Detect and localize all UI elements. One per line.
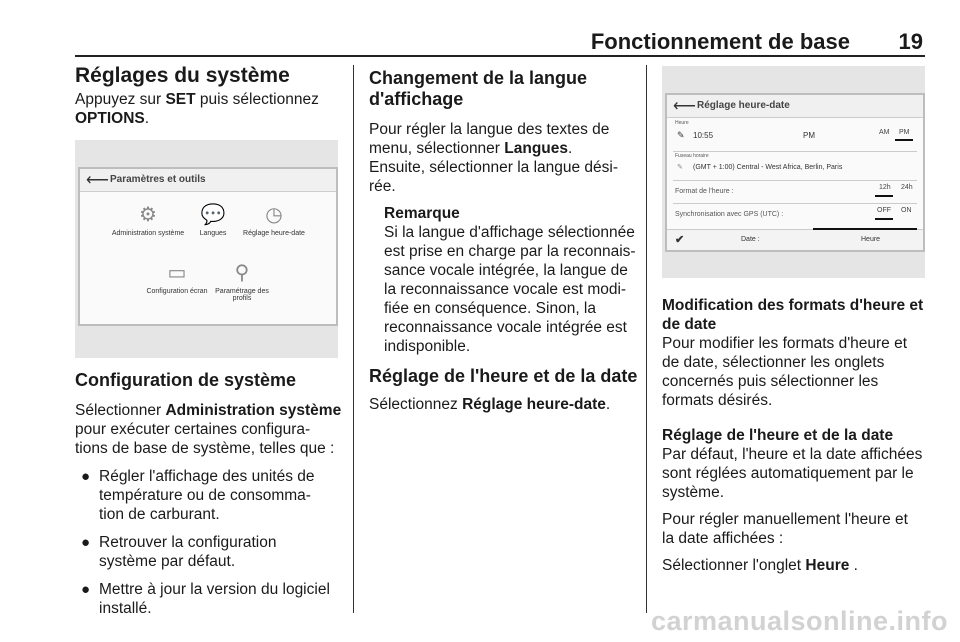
left-column-lower [75, 370, 347, 618]
check-icon: ✔ [675, 234, 685, 246]
chapter-title: Fonctionnement de base [590, 29, 850, 54]
edit-icon: ✎ [677, 164, 683, 171]
list-item: ● Mettre à jour la version du logiciel installé. [81, 581, 330, 617]
section-title: Réglages du système [75, 64, 290, 87]
note-label: Remarque [384, 205, 460, 222]
12h-selected [875, 195, 893, 197]
manual-text: Pour régler manuellement l'heure et la date affichées : [662, 511, 908, 547]
watermark: carmanualsonline.info [650, 606, 948, 636]
column-divider-left [353, 65, 354, 613]
set-time-heading: Réglage de l'heure et de la date [662, 427, 894, 444]
time-date-screenshot [662, 66, 925, 278]
tile-time-date: ◷ Réglage heure-date [238, 203, 310, 237]
time-date-text: Sélectionnez Réglage heure-date. [369, 396, 611, 413]
right-column [662, 296, 930, 575]
pencil-icon: ✎ [677, 130, 685, 140]
clock-icon: ◷ [265, 204, 283, 226]
select-tab-text: Sélectionner l'onglet Heure . [662, 557, 858, 574]
config-text: Sélectionner Administration système pour exécuter certaines configura- tions de base de système, telles que : [75, 402, 342, 457]
tile-languages: 💬 Langues [188, 203, 238, 237]
back-arrow-icon: ⟵ [673, 98, 696, 115]
gears-icon: ⚙ [139, 204, 157, 226]
config-list [75, 467, 347, 618]
screen-title: Paramètres et outils [110, 174, 206, 185]
middle-column [369, 68, 641, 414]
page-number: 19 [898, 29, 923, 54]
time-date-heading: Réglage de l'heure et de la date [369, 366, 638, 386]
heure-tab-selected [813, 228, 917, 230]
tile-display: ▭ Configuration écran [146, 262, 208, 295]
display-icon: ▭ [167, 262, 187, 284]
back-arrow-icon: ⟵ [86, 172, 109, 189]
pm-selected [895, 139, 913, 141]
off-selected [875, 218, 893, 220]
language-heading: Changement de la langue d'affichage [369, 68, 588, 109]
page-header [75, 27, 925, 57]
list-item: ● Retrouver la configuration système par défaut. [81, 534, 277, 570]
tile-profiles: ⚲ Paramétrage des profils [206, 261, 278, 302]
format-row: Format de l'heure : 12h 24h [673, 181, 917, 204]
settings-screenshot [75, 140, 338, 358]
column-divider-right [646, 65, 647, 613]
language-text: Pour régler la langue des textes de menu, sélectionner Langues. Ensuite, sélectionner la langue dési- rée. [369, 121, 619, 195]
list-item: ● Régler l'affichage des unités de température ou de consomma- tion de carburant. [81, 468, 315, 523]
tile-admin: ⚙ Administration système [108, 203, 188, 237]
set-time-text: Par défaut, l'heure et la date affichées sont réglées automatiquement par le système. [662, 446, 923, 501]
sync-row: Synchronisation avec GPS (UTC) : OFF ON [675, 207, 912, 218]
timezone-row: Fuseau horaire ✎ (GMT + 1:00) Central - West Africa, Berlin, Paris [673, 152, 917, 181]
speech-icon: 💬 [200, 204, 226, 226]
time-row: Heure ✎ 10:55 PM AM PM [673, 119, 917, 152]
profile-icon: ⚲ [234, 262, 250, 284]
intro-text: Appuyez sur SET puis sélectionnez OPTIONS. [75, 91, 319, 127]
formats-text: Pour modifier les formats d'heure et de date, sélectionner les onglets concernés puis sélectionner les formats désirés. [662, 335, 908, 409]
screen-title: Réglage heure-date [697, 100, 790, 111]
tab-bar: ✔ Date : Heure [667, 229, 923, 250]
note-box [369, 204, 641, 356]
left-column [75, 64, 347, 128]
note-text: Si la langue d'affichage sélectionnée est prise en charge par la reconnais- sance vocale intégrée, la langue de la reconnaissance vocale est modi- fiée en conséquence. Sinon, la reconnaissance vocale intégrée est indisponible. [384, 224, 636, 355]
config-heading: Configuration de système [75, 370, 297, 390]
formats-heading: Modification des formats d'heure et de date [662, 297, 924, 333]
